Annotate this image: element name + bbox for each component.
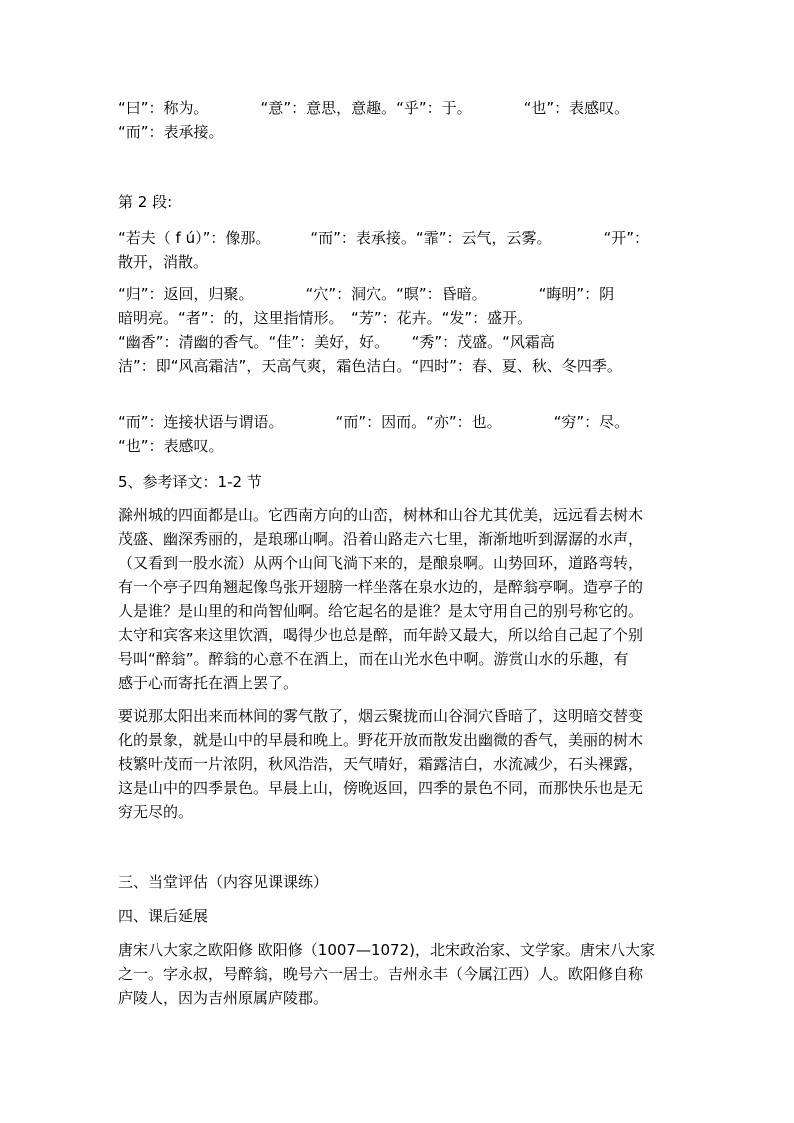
biography-line: 之一。字永叔，号醉翁，晚号六一居士。吉州永丰（今属江西）人。欧阳修自称 [118, 965, 644, 983]
annotation-text: “穴”：洞穴。“暝”：昏暗。 [305, 285, 487, 303]
translation-line: 这是山中的四季景色。早晨上山，傍晚返回，四季的景色不同，而那快乐也是无 [118, 779, 644, 797]
translation-line: 化的景象，就是山中的早晨和晚上。野花开放而散发出幽微的香气，美丽的树木 [118, 731, 644, 749]
translation-paragraph-1 [118, 503, 678, 695]
translation-line: 感于心而寄托在酒上罢了。 [118, 674, 299, 692]
annotation-text: “而”：表承接。 [118, 123, 224, 141]
translation-line: （又看到一股水流）从两个山间飞淌下来的，是酿泉啊。山势回环，道路弯转， [118, 554, 644, 572]
annotation-text: “归”：返回，归聚。 [118, 285, 254, 303]
annotation-text: 暗明亮。“者”：的，这里指情形。 “芳”：花卉。“发”：盛开。 [118, 309, 533, 327]
annotation-text: “而”：因而。“亦”：也。 [335, 413, 502, 431]
annotation-text: 洁”：即“风高霜洁”，天高气爽，霜色洁白。“四时”：春、夏、秋、冬四季。 [118, 357, 622, 375]
annotation-text: “意”：意思，意趣。“乎”：于。 [260, 99, 472, 117]
annotation-text: “也”：表感叹。 [118, 437, 224, 455]
annotation-text: “而”：连接状语与谓语。 [118, 413, 284, 431]
annotation-text: 散开，消散。 [118, 253, 209, 271]
annotation-paragraph-3 [118, 282, 678, 378]
section-3-heading: 三、当堂评估（内容见课课练） [118, 873, 329, 891]
annotation-text: “开”： [603, 229, 650, 247]
biography-line: 唐宋八大家之欧阳修 欧阳修（1007—1072)，北宋政治家、文学家。唐宋八大家 [118, 941, 655, 959]
translation-line: 茂盛、幽深秀丽的，是琅琊山啊。沿着山路走六七里，渐渐地听到潺潺的水声， [118, 530, 644, 548]
section-2-title: 第 2 段: [118, 193, 173, 211]
section-4-heading: 四、课后延展 [118, 907, 209, 925]
heading-reference-translation: 5、参考译文：1-2 节 [118, 473, 262, 491]
biography-paragraph [118, 938, 678, 1010]
annotation-text: “幽香”：清幽的香气。“佳”：美好，好。 “秀”：茂盛。“风霜高 [118, 333, 555, 351]
annotation-text: “而”：表承接。“霏”：云气，云雾。 [310, 229, 552, 247]
biography-line: 庐陵人，因为吉州原属庐陵郡。 [118, 989, 329, 1007]
translation-line: 滁州城的四面都是山。它西南方向的山峦，树林和山谷尤其优美，远远看去树木 [118, 506, 644, 524]
translation-line: 要说那太阳出来而林间的雾气散了，烟云聚拢而山谷洞穴昏暗了，这明暗交替变 [118, 707, 644, 725]
translation-line: 穷无尽的。 [118, 803, 194, 821]
translation-line: 枝繁叶茂而一片浓阴，秋风浩浩，天气晴好，霜露洁白，水流减少，石头裸露， [118, 755, 644, 773]
annotation-paragraph-1 [118, 96, 678, 144]
annotation-text: “穷”：尽。 [553, 413, 630, 431]
translation-paragraph-2 [118, 704, 678, 824]
annotation-text: “也”：表感叹。 [523, 99, 630, 117]
annotation-paragraph-4 [118, 410, 678, 458]
annotation-text: “曰”：称为。 [118, 99, 209, 117]
translation-line: 太守和宾客来这里饮酒，喝得少也总是醉，而年龄又最大，所以给自己起了个别 [118, 626, 644, 644]
translation-line: 人是谁？是山里的和尚智仙啊。给它起名的是谁？是太守用自己的别号称它的。 [118, 602, 644, 620]
translation-line: 号叫“醉翁”。醉翁的心意不在酒上，而在山光水色中啊。游赏山水的乐趣，有 [118, 650, 629, 668]
annotation-text: “若夫（ f ú）”：像那。 [118, 229, 271, 247]
annotation-paragraph-2 [118, 226, 678, 274]
annotation-text: “晦明”：阴 [538, 285, 615, 303]
translation-line: 有一个亭子四角翘起像鸟张开翅膀一样坐落在泉水边的，是醉翁亭啊。造亭子的 [118, 578, 644, 596]
